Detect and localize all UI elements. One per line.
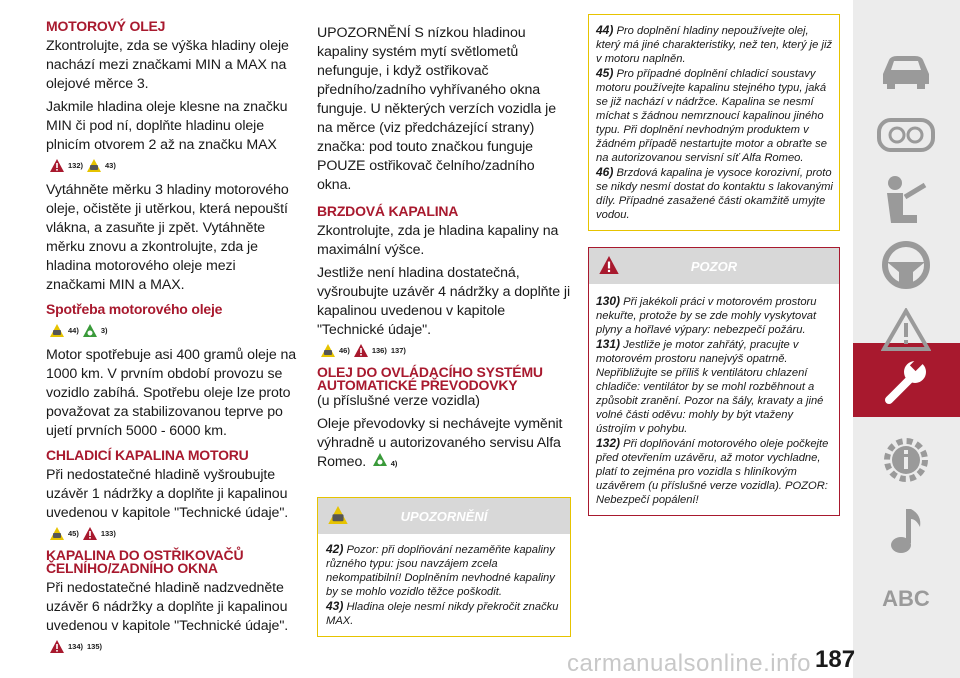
note-45 (596, 66, 833, 165)
paragraph: Jakmile hladina oleje klesne na značku MIN či pod ní, doplňte hladinu oleje plnicím otvorem 2 až na značku MAX (46, 99, 288, 153)
paragraph: UPOZORNĚNÍ S nízkou hladinou kapaliny systém mytí světlometů nefunguje, i když ostřikovač předního/zadního vyhřívaného okna funguje. U některých verzích vozidla je na měrce (viz předcházející strany) značka: pod touto značkou funguje POUZE ostřikovač čelního/zadního okna. (317, 25, 556, 193)
note-131 (596, 337, 833, 436)
ref-number: 43) (105, 160, 116, 170)
note-text: Pro doplnění hladiny nepoužívejte olej, který má jiné charakteristiky, než ten, který je již v motoru naplněn. (596, 25, 833, 65)
caution-yellow-icon (321, 344, 335, 357)
gear-info-icon[interactable] (877, 435, 935, 485)
note-46 (596, 165, 833, 222)
reference-icons (50, 157, 298, 173)
reference-icons (50, 322, 298, 338)
note-text: Jestliže je motor zahřátý, pracujte v motorovém prostoru nanejvýš opatrně. Nepřibližujte se příliš k ventilátoru chlazení chladiče: ventilátor by se mohl rozběhnout a způsobit zranění. Pozor na šály, kravaty a jiné volné části oděvu: mohly by být vtaženy ústrojím v pohybu. (596, 339, 824, 435)
ref-number: 136) (371, 345, 387, 355)
ref-number: 135) (87, 641, 103, 651)
warning-red-icon (50, 159, 64, 172)
heading-gearbox-oil: OLEJ DO OVLÁDACÍHO SYSTÉMU AUTOMATICKÉ PŘEVODOVKY (317, 364, 543, 393)
note-number: 131) (596, 337, 621, 351)
abc-index-icon[interactable] (877, 574, 935, 624)
note-number: 43) (326, 599, 344, 613)
note-text: Brzdová kapalina je vysoce korozivní, proto se nikdy nesmí dostat do kontaktu s lakovanými díly. Případné zasažené části okamžitě umyjte vodou. (596, 167, 833, 221)
note-number: 45) (596, 66, 614, 80)
music-note-icon[interactable] (877, 505, 935, 555)
heading-washer-fluid: KAPALINA DO OSTŘIKOVAČŮ ČELNÍHO/ZADNÍHO OKNA (46, 547, 244, 576)
note-number: 42) (326, 542, 344, 556)
paragraph-text: Oleje převodovky si nechávejte vyměnit výhradně u autorizovaného servisu Alfa Romeo. (317, 416, 563, 470)
heading-motor-oil: MOTOROVÝ OLEJ (46, 18, 166, 34)
reference-icons (50, 525, 298, 541)
seatbelt-passenger-icon[interactable] (877, 175, 935, 225)
column-2 (317, 24, 571, 637)
dashboard-gauges-icon[interactable] (877, 110, 935, 160)
caution-yellow-icon (50, 324, 64, 337)
note-130 (596, 294, 833, 337)
warning-red-icon (50, 640, 64, 653)
environment-green-icon (373, 453, 387, 466)
ref-number: 134) (68, 641, 84, 651)
paragraph: Vytáhněte měrku 3 hladiny motorového oleje, očistěte ji utěrkou, která nepouští vlákna, a zasuňte ji zpět. Vytáhněte měrku znovu a zkontrolujte, zda je hladina motorového oleje mezi značkami MIN a MAX. (46, 182, 289, 293)
note-text: Pozor: při doplňování nezaměňte kapaliny různého typu: jsou navzájem zcela nekompatibilní! Doplněním nevhodné kapaliny by se mohlo vozidlo těžce poškodit. (326, 544, 555, 598)
caution-yellow-icon (50, 527, 64, 540)
heading-oil-consumption: Spotřeba motorového oleje (46, 301, 223, 317)
note-text: Při doplňování motorového oleje počkejte před otevřením uzávěru, až motor vychladne, platí to zejména pro vozidla s hliníkovým uzávěrem (u příslušné verze vozidla). POZOR: Nebezpečí popálení! (596, 438, 829, 506)
abc-label: ABC (882, 586, 930, 611)
ref-number: 137) (390, 345, 406, 355)
wrench-icon[interactable] (877, 356, 935, 406)
paragraph: Zkontrolujte, zda se výška hladiny oleje nachází mezi značkami MIN a MAX na olejové měrce 3. (46, 38, 289, 92)
paragraph: Jestliže není hladina dostatečná, vyšroubujte uzávěr 4 nádržky a doplňte ji kapalinou uvedenou v kapitole "Technické údaje". (317, 265, 570, 338)
ref-number: 46) (339, 345, 350, 355)
chapter-sidebar (853, 0, 960, 678)
reference-icons (321, 342, 571, 358)
heading-coolant: CHLADICÍ KAPALINA MOTORU (46, 447, 249, 463)
note-132 (596, 436, 833, 507)
paragraph: (u příslušné verze vozidla) (317, 393, 480, 409)
warning-red-icon (599, 256, 619, 274)
caution-yellow-icon (328, 506, 348, 524)
paragraph (317, 415, 571, 473)
pozor-banner (589, 248, 839, 284)
steering-wheel-icon[interactable] (877, 240, 935, 290)
watermark: carmanualsonline.info (567, 650, 811, 677)
note-text: Při jakékoli práci v motorovém prostoru nekuřte, protože by se zde mohly vyskytovat plyny a hořlavé výpary: nebezpečí požáru. (596, 296, 817, 336)
note-number: 44) (596, 23, 614, 37)
ref-number: 132) (68, 160, 84, 170)
paragraph: Zkontrolujte, zda je hladina kapaliny na maximální výšce. (317, 223, 559, 258)
note-number: 130) (596, 294, 621, 308)
ref-number: 4) (390, 459, 398, 468)
ref-number: 133) (100, 528, 116, 538)
paragraph: Motor spotřebuje asi 400 gramů oleje na 1000 km. V prvním období provozu se vozidlo zabíhá. Spotřebu oleje lze proto považovat za stabilizovanou teprve po ujetí prvních 5000 - 6000 km. (46, 347, 297, 439)
warning-triangle-icon[interactable] (877, 305, 935, 355)
note-text: Pro případné doplnění chladicí soustavy motoru používejte kapalinu stejného typu, jaká se již nachází v nádržce. Kapalina se nesmí míchat s žádnou nemrznoucí kapalinou jiného typu. Při doplnění nevhodným produktem v žádném případě nestartujte motor a obraťte se na autorizovanou servisní síť Alfa Romeo. (596, 68, 827, 164)
column-1 (46, 20, 298, 662)
ref-number: 44) (68, 325, 79, 335)
ref-number: 45) (68, 528, 79, 538)
reference-icons (50, 638, 298, 654)
upozorneni-box (317, 497, 571, 637)
column-3 (588, 14, 840, 516)
warning-red-icon (354, 344, 368, 357)
pozor-box (588, 247, 840, 516)
paragraph: Při nedostatečné hladině nadzvedněte uzávěr 6 nádržky a doplňte ji kapalinou uvedenou v kapitole "Technické údaje". (46, 580, 289, 634)
note-text: Hladina oleje nesmí nikdy překročit značku MAX. (326, 601, 559, 627)
upozorneni-banner (318, 498, 570, 534)
note-number: 46) (596, 165, 614, 179)
car-icon[interactable] (877, 45, 935, 95)
note-42 (326, 542, 564, 599)
page-number: 187 (815, 646, 856, 673)
heading-brake-fluid: BRZDOVÁ KAPALINA (317, 203, 459, 219)
note-43 (326, 599, 564, 628)
banner-title: POZOR (690, 258, 738, 274)
warning-red-icon (83, 527, 97, 540)
environment-green-icon (83, 324, 97, 337)
note-44 (596, 23, 833, 66)
caution-yellow-icon (87, 159, 101, 172)
banner-title: UPOZORNĚNÍ (400, 508, 488, 524)
paragraph: Při nedostatečné hladině vyšroubujte uzávěr 1 nádržky a doplňte ji kapalinou uvedenou v kapitole "Technické údaje". (46, 467, 289, 521)
note-number: 132) (596, 436, 621, 450)
caution-notes-box (588, 14, 840, 231)
ref-number: 3) (100, 325, 108, 335)
